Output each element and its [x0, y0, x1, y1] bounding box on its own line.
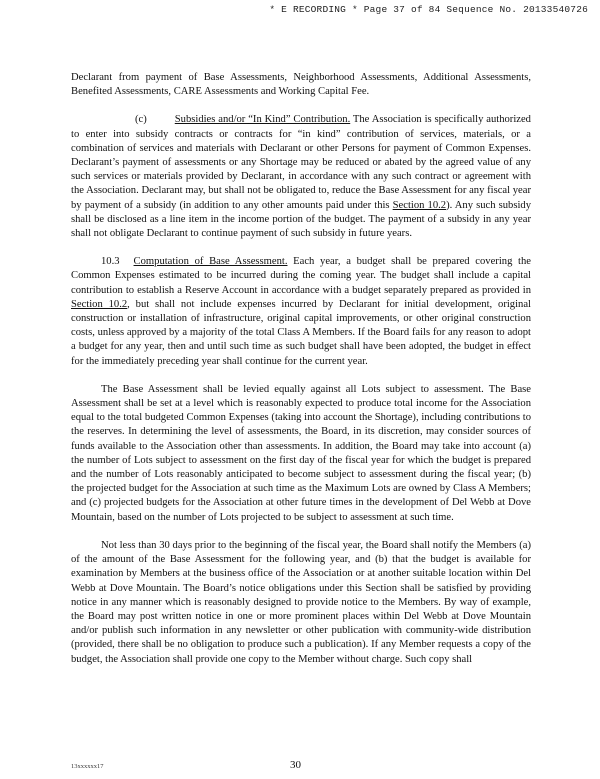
body-text	[71, 71, 531, 681]
paragraph-text: ). Any such subsidy shall be disclosed as a line item in the income portion of the budget. The payment of a subsidy in any year shall not obligate Declarant to continue payment of such subsidy in future years.	[71, 199, 531, 240]
subsection-marker: (c)	[135, 114, 147, 126]
paragraph-notice: Not less than 30 days prior to the beginning of the fiscal year, the Board shall notify the Members (a) of the amount of the Base Assessment for the following year, and (b) that the budget is available for examination by Members at the business office of the Association or at another suitable location within Del Webb at Dove Mountain. The Board’s notice obligations under this Section shall be satisfied by providing notice in any manner which is reasonably designed to provide notice to the Members. By way of example, the Board may post written notice in one or more prominent places within Del Webb at Dove Mountain and/or publish such information in any newsletter or other publication with community-wide distribution (provided, there shall be no obligation to produce such a publication). If any Member requests a copy of the budget, the Association shall provide one copy to the Member without charge. Such copy shall	[71, 539, 531, 665]
paragraph-computation	[71, 255, 531, 369]
section-reference: Section 10.2	[71, 298, 128, 310]
recording-stamp: * E RECORDING * Page 37 of 84 Sequence No. 20133540726	[269, 4, 588, 15]
subsection-heading: Subsidies and/or “In Kind” Contribution.	[174, 114, 351, 126]
paragraph-text: , but shall not include expenses incurred by Declarant for initial development, original construction or installation of infrastructure, original capital improvements, or other original construction costs, unless approved by a majority of the total Class A Members. If the Board fails for any reason to adopt a budget for any year, then and until such time as such budget shall have been adopted, the budget in effect for the immediately preceding year shall continue for the current year.	[71, 298, 531, 367]
paragraph-text: Each year, a budget shall be prepared covering the Common Expenses estimated to be incurred during the coming year. The budget shall include a capital contribution to establish a Reserve Account in accordance with a budget separately prepared as provided in	[71, 256, 532, 296]
paragraph-text: The Association is specifically authorized to enter into subsidy contracts or contracts for “in kind” contribution of services, materials, or a combination of services and materials with Declarant or other Persons for payment of Common Expenses. Declarant’s payment of assessments or any Shortage may be reduced or abated by the agreed value of any such services or materials provided by Declarant, in accordance with any such contract or agreement with the Association. Declarant may, but shall not be obligated to, reduce the Base Assessment for any fiscal year by payment of a subsidy (in addition to any other amounts paid under this	[71, 114, 531, 211]
section-heading: Computation of Base Assessment.	[133, 256, 288, 268]
page-number: 30	[290, 759, 301, 771]
paragraph-subsidies	[71, 113, 531, 241]
paragraph-base-assessment: The Base Assessment shall be levied equally against all Lots subject to assessment. The Base Assessment shall be set at a level which is reasonably expected to produce total income for the Association equal to the total budgeted Common Expenses (taking into account the Shortage), including contributions to the reserves. In determining the level of assessments, the Board, in its discretion, may consider sources of funds available to the Association other than assessments. In addition, the Board may take into account (a) the number of Lots subject to assessment on the first day of the fiscal year for which the budget is prepared and the number of Lots reasonably anticipated to become subject to assessment during the fiscal year; (b) the projected budget for the Association at such time as the Maximum Lots are owned by Class A Members; and (c) projected budgets for the Association at other future times in the development of Del Webb at Dove Mountain, based on the number of Lots projected to be subject to assessment at such time.	[71, 383, 531, 523]
document-code: 13xxxxxx17	[71, 763, 104, 770]
section-reference: Section 10.2	[392, 199, 447, 211]
paragraph-continuation: Declarant from payment of Base Assessments, Neighborhood Assessments, Additional Assessments, Benefited Assessments, CARE Assessments and Working Capital Fee.	[71, 72, 531, 98]
section-number: 10.3	[101, 256, 120, 268]
